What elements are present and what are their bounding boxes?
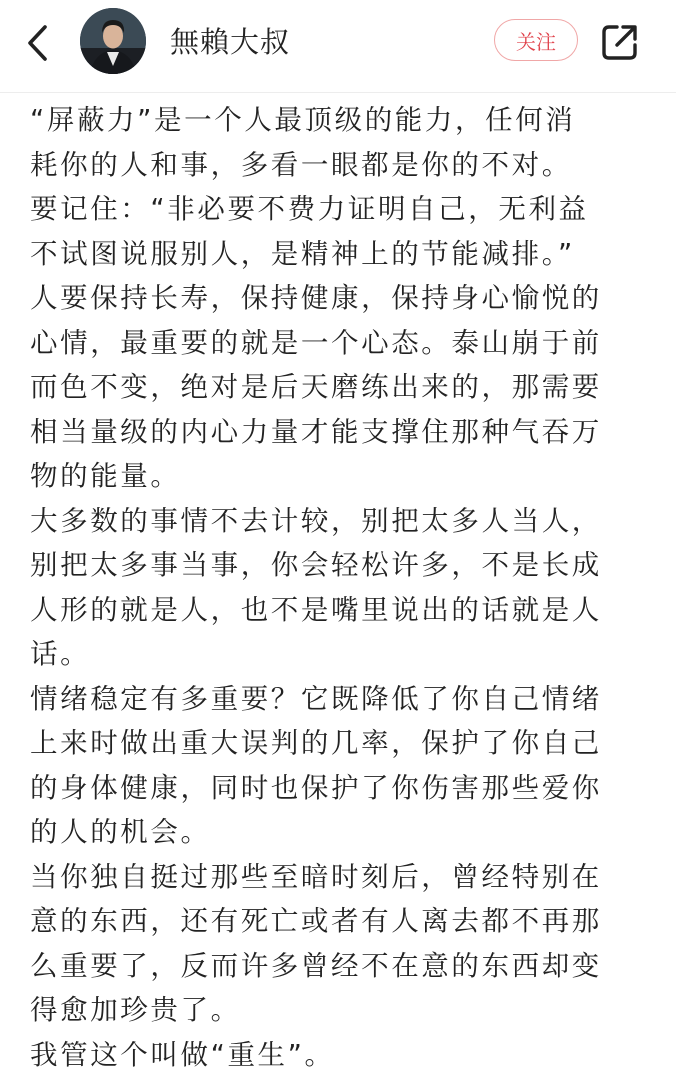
post-line: 上来时做出重大误判的几率，保护了你自己	[30, 727, 602, 759]
post-line: 别把太多事当事，你会轻松许多，不是长成	[30, 549, 602, 581]
top-bar	[0, 0, 676, 93]
post-line: 耗你的人和事，多看一眼都是你的不对。	[30, 148, 572, 181]
post-line: 我管这个叫做“重生”。	[30, 1038, 335, 1071]
post-line: 心情，最重要的就是一个心态。泰山崩于前	[30, 326, 602, 359]
post-line: 的身体健康，同时也保护了你伤害那些爱你	[30, 771, 602, 804]
post-line: 的人的机会。	[30, 816, 211, 848]
post-line: 情绪稳定有多重要？它既降低了你自己情绪	[30, 682, 602, 715]
follow-button[interactable]: 关注	[494, 19, 578, 61]
post-line: “屏蔽力”是一个人最顶级的能力，任何消	[30, 104, 576, 136]
post-line: 而色不变，绝对是后天磨练出来的，那需要	[30, 371, 602, 403]
post-line: 话。	[30, 638, 91, 670]
avatar[interactable]	[80, 8, 146, 74]
post-line: 不试图说服别人，是精神上的节能减排。”	[30, 237, 575, 270]
post-line: 相当量级的内心力量才能支撑住那种气吞万	[30, 415, 602, 448]
post-line: 得愈加珍贵了。	[30, 994, 241, 1026]
avatar-image	[80, 8, 146, 74]
username[interactable]: 無賴大叔	[170, 25, 291, 59]
back-arrow-icon	[25, 23, 51, 63]
post-line: 要记住：“非必要不费力证明自己，无利益	[30, 193, 589, 225]
post-line: 人要保持长寿，保持健康，保持身心愉悦的	[30, 282, 602, 314]
post-line: 人形的就是人，也不是嘴里说出的话就是人	[30, 593, 602, 626]
post-line: 当你独自挺过那些至暗时刻后，曾经特别在	[30, 860, 602, 893]
post-line: 大多数的事情不去计较，别把太多人当人，	[30, 504, 602, 537]
post-body	[30, 98, 646, 1077]
post-line: 物的能量。	[30, 460, 181, 492]
post-line: 意的东西，还有死亡或者有人离去都不再那	[30, 905, 602, 937]
back-button[interactable]	[18, 22, 58, 64]
share-icon	[600, 22, 640, 62]
post-line: 么重要了，反而许多曾经不在意的东西却变	[30, 949, 602, 982]
share-button[interactable]	[600, 22, 640, 62]
